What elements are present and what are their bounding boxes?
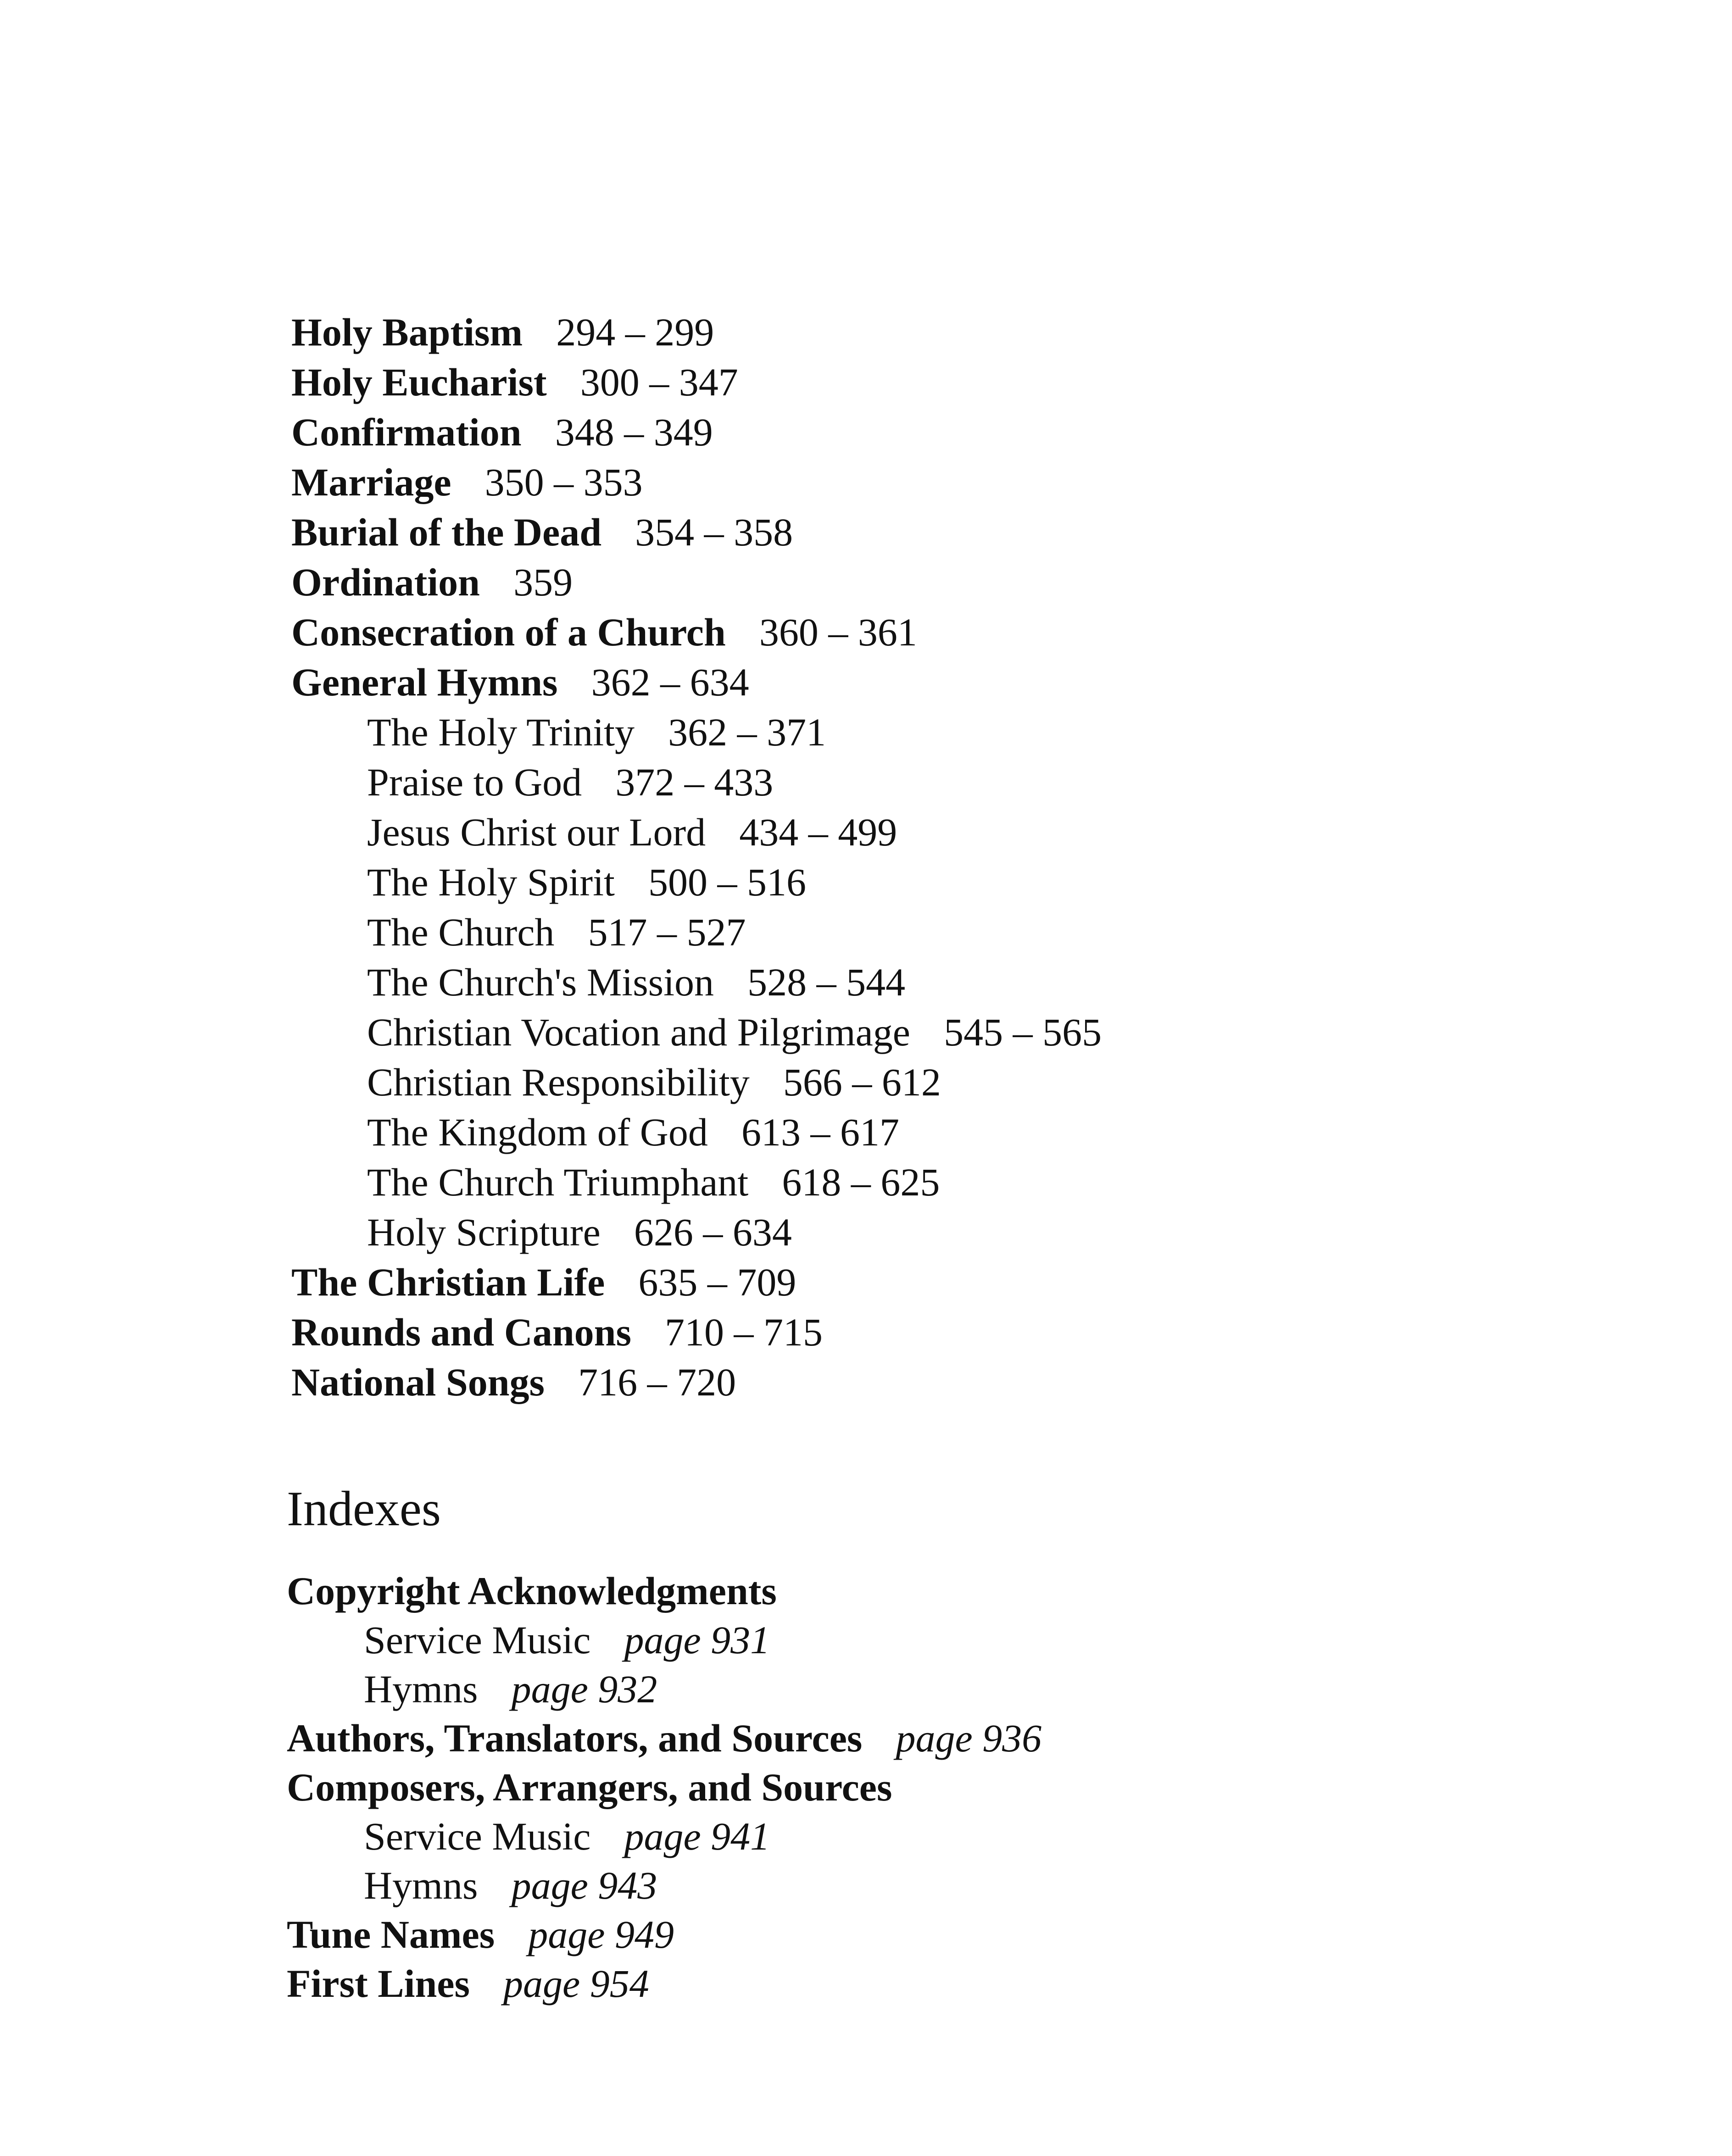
index-entry <box>287 1959 1480 2008</box>
toc-entry-title: Holy Baptism <box>291 310 523 354</box>
index-entry-title: Authors, Translators, and Sources <box>287 1716 863 1760</box>
index-entry-title: Copyright Acknowledgments <box>287 1569 777 1613</box>
toc-entry-title: Burial of the Dead <box>291 510 602 554</box>
toc-entry <box>291 507 1484 557</box>
toc-subentry <box>291 1057 1484 1107</box>
toc-entry <box>291 1357 1484 1407</box>
toc-entry-range: 294 – 299 <box>556 310 714 354</box>
toc-entry-range: 350 – 353 <box>485 460 643 504</box>
index-entry <box>287 1763 1480 1812</box>
indexes-heading: Indexes <box>287 1482 441 1536</box>
index-subentry-title: Hymns <box>364 1863 478 1907</box>
toc-entry-title: Rounds and Canons <box>291 1310 631 1354</box>
toc-entry <box>291 1307 1484 1357</box>
toc-subentry-range: 362 – 371 <box>668 710 826 754</box>
toc-subentry-title: The Church <box>367 910 555 954</box>
toc-entry <box>291 1257 1484 1307</box>
index-entry-title: First Lines <box>287 1962 470 2006</box>
toc-entry <box>291 557 1484 607</box>
toc-subentry <box>291 1107 1484 1157</box>
toc-entry-title: National Songs <box>291 1360 545 1404</box>
toc-subentry <box>291 1207 1484 1257</box>
toc-entry-title: Holy Eucharist <box>291 360 547 404</box>
index-entry <box>287 1714 1480 1763</box>
toc-entry <box>291 457 1484 507</box>
toc-subentry <box>291 907 1484 957</box>
index-page-ref: page 949 <box>528 1912 674 1956</box>
toc-entry <box>291 657 1484 707</box>
toc-subentry-title: Praise to God <box>367 760 582 804</box>
toc-entry-range: 710 – 715 <box>665 1310 823 1354</box>
toc-subentry-title: The Holy Trinity <box>367 710 635 754</box>
toc-entry <box>291 357 1484 407</box>
contents-list <box>291 307 1484 1407</box>
index-subentry-title: Hymns <box>364 1667 478 1711</box>
index-subentry <box>287 1861 1480 1910</box>
toc-subentry-title: The Kingdom of God <box>367 1110 708 1154</box>
toc-subentry-title: The Church Triumphant <box>367 1160 749 1204</box>
toc-subentry-title: Jesus Christ our Lord <box>367 810 706 854</box>
index-page-ref: page 936 <box>896 1716 1042 1760</box>
toc-subentry <box>291 857 1484 907</box>
toc-entry-title: Marriage <box>291 460 451 504</box>
index-subentry <box>287 1616 1480 1665</box>
toc-entry-title: The Christian Life <box>291 1260 605 1304</box>
index-page-ref: page 943 <box>511 1863 657 1907</box>
toc-subentry-range: 626 – 634 <box>634 1210 792 1254</box>
index-page-ref: page 931 <box>624 1618 770 1662</box>
index-subentry <box>287 1812 1480 1861</box>
toc-subentry <box>291 757 1484 807</box>
toc-entry-range: 348 – 349 <box>555 410 713 454</box>
toc-subentry-title: Christian Vocation and Pilgrimage <box>367 1010 910 1054</box>
index-entry <box>287 1910 1480 1959</box>
toc-entry-title: Ordination <box>291 560 480 604</box>
toc-subentry-range: 618 – 625 <box>782 1160 940 1204</box>
index-entry <box>287 1567 1480 1616</box>
index-entry-title: Tune Names <box>287 1912 495 1956</box>
toc-subentry-title: The Holy Spirit <box>367 860 615 904</box>
index-subentry-title: Service Music <box>364 1814 591 1858</box>
index-page-ref: page 954 <box>503 1962 649 2006</box>
toc-entry-title: Confirmation <box>291 410 522 454</box>
toc-subentry-range: 528 – 544 <box>747 960 906 1004</box>
toc-subentry <box>291 1157 1484 1207</box>
toc-entry-range: 362 – 634 <box>591 660 749 704</box>
toc-subentry-range: 613 – 617 <box>741 1110 899 1154</box>
index-subentry <box>287 1665 1480 1714</box>
toc-entry-range: 360 – 361 <box>759 610 917 654</box>
toc-entry <box>291 307 1484 357</box>
toc-entry <box>291 407 1484 457</box>
toc-entry-range: 359 <box>513 560 573 604</box>
toc-subentry-range: 517 – 527 <box>588 910 746 954</box>
toc-entry-title: Consecration of a Church <box>291 610 726 654</box>
toc-subentry-title: Holy Scripture <box>367 1210 601 1254</box>
toc-subentry <box>291 707 1484 757</box>
toc-subentry-title: The Church's Mission <box>367 960 714 1004</box>
index-entry-title: Composers, Arrangers, and Sources <box>287 1765 892 1809</box>
toc-subentry <box>291 1007 1484 1057</box>
toc-subentry <box>291 957 1484 1007</box>
index-page-ref: page 941 <box>624 1814 770 1858</box>
toc-entry-range: 635 – 709 <box>638 1260 796 1304</box>
toc-subentry-title: Christian Responsibility <box>367 1060 750 1104</box>
toc-entry-range: 716 – 720 <box>578 1360 736 1404</box>
toc-subentry-range: 372 – 433 <box>615 760 774 804</box>
toc-subentry <box>291 807 1484 857</box>
indexes-list <box>287 1567 1480 2008</box>
toc-entry <box>291 607 1484 657</box>
toc-entry-range: 300 – 347 <box>580 360 738 404</box>
index-subentry-title: Service Music <box>364 1618 591 1662</box>
toc-subentry-range: 545 – 565 <box>944 1010 1102 1054</box>
index-page-ref: page 932 <box>511 1667 657 1711</box>
toc-subentry-range: 566 – 612 <box>783 1060 941 1104</box>
toc-entry-range: 354 – 358 <box>635 510 793 554</box>
toc-subentry-range: 500 – 516 <box>648 860 806 904</box>
toc-subentry-range: 434 – 499 <box>739 810 897 854</box>
toc-entry-title: General Hymns <box>291 660 558 704</box>
